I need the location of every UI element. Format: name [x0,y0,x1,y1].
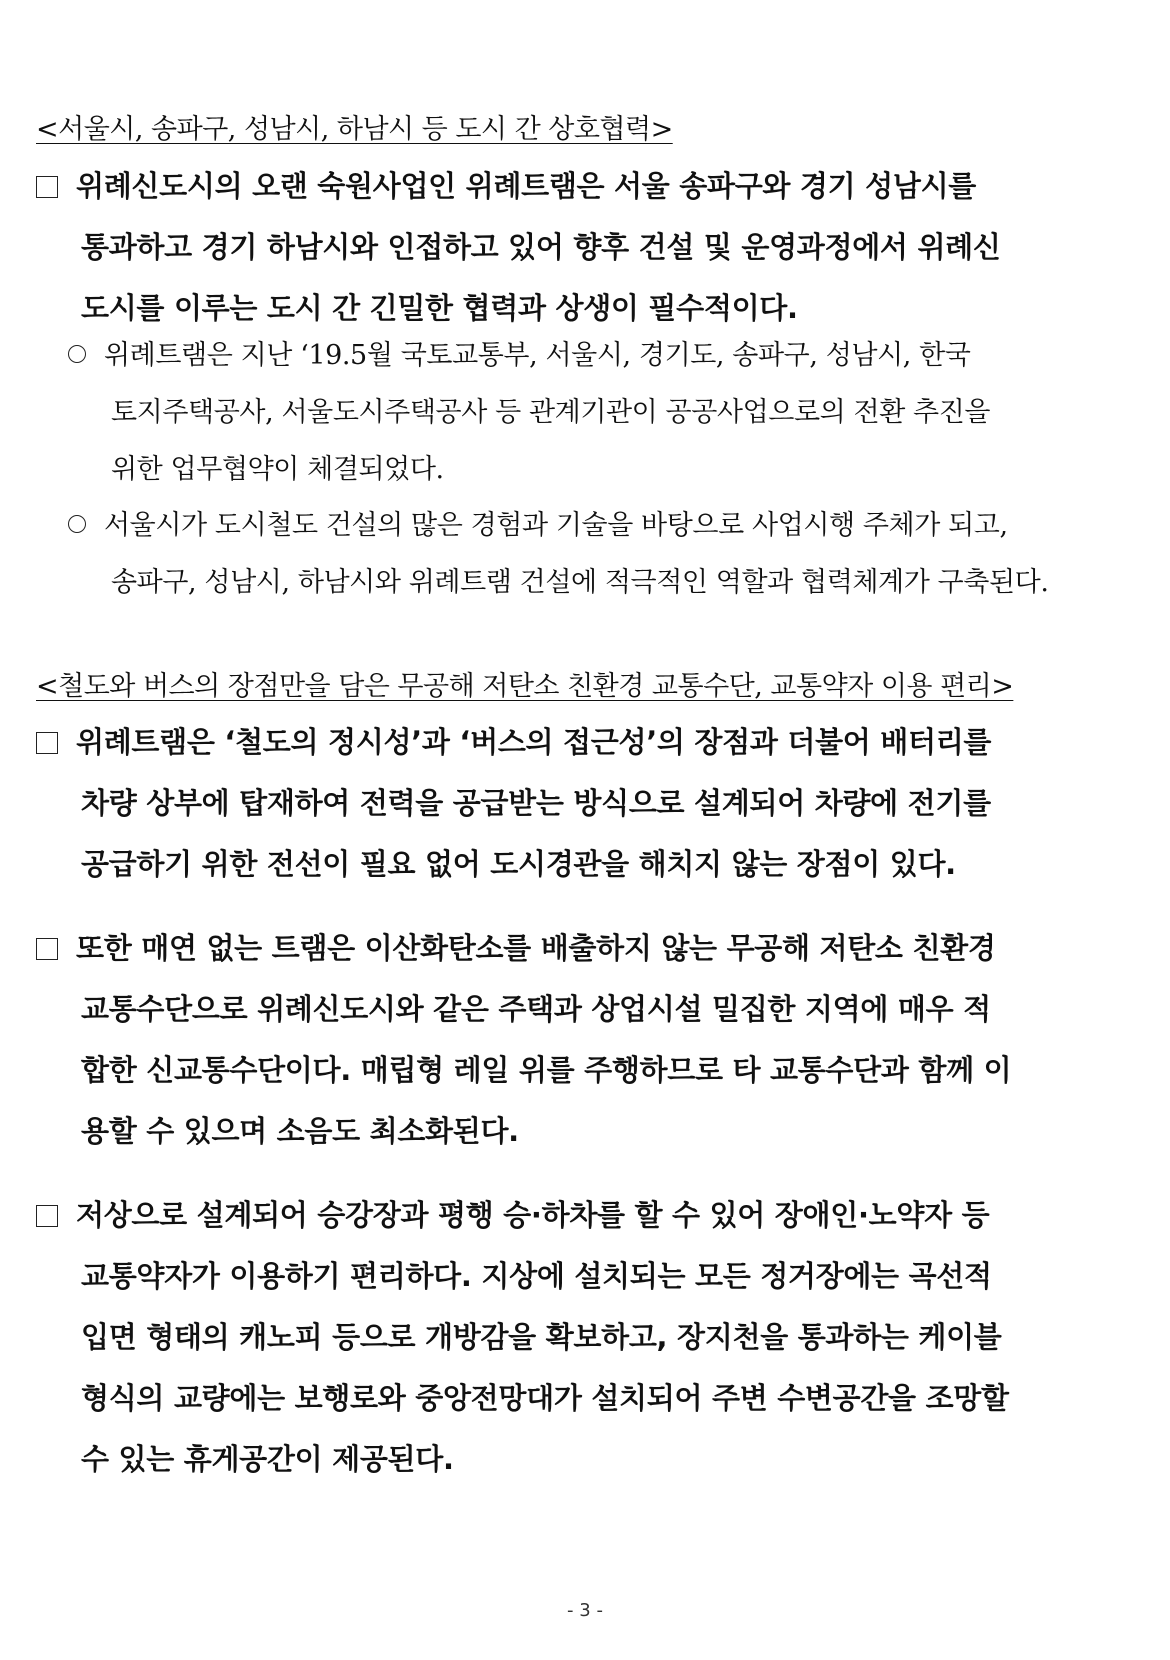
line-text: 또한 매연 없는 트램은 이산화탄소를 배출하지 않는 무공해 저탄소 친환경 [76,931,996,965]
checkbox-square-icon [36,938,58,960]
sub-item-seoul-role [68,497,1118,611]
section-heading-cooperation: <서울시, 송파구, 성남시, 하남시 등 도시 간 상호협력> [36,114,673,145]
line-text: 위례트램은 지난 ‘19.5월 국토교통부, 서울시, 경기도, 송파구, 성남시, 한국 [104,340,971,371]
paragraph-line: 공급하기 위한 전선이 필요 없어 도시경관을 해치지 않는 장점이 있다. [81,847,956,881]
bullet-paragraph-accessibility [36,1185,1116,1490]
paragraph-line [36,712,1116,773]
paragraph-line: 통과하고 경기 하남시와 인접하고 있어 향후 건설 및 운영과정에서 위례신 [81,230,1001,264]
paragraph-line: 교통약자가 이용하기 편리하다. 지상에 설치되는 모든 정거장에는 곡선적 [81,1259,992,1293]
paragraph-line [36,156,1116,217]
paragraph-line: 도시를 이루는 도시 간 긴밀한 협력과 상생이 필수적이다. [81,291,798,325]
bullet-paragraph-zero-emission [36,918,1116,1162]
paragraph-line [36,918,1116,979]
circle-bullet-icon [68,515,86,533]
checkbox-square-icon [36,176,58,198]
paragraph-line [68,327,1118,384]
paragraph-line [36,1185,1116,1246]
line-text: 위례트램은 ‘철도의 정시성’과 ‘버스의 접근성’의 장점과 더불어 배터리를 [76,725,992,759]
page-number: - 3 - [567,1600,603,1621]
sub-item-agreement [68,327,1118,498]
paragraph-line: 차량 상부에 탑재하여 전력을 공급받는 방식으로 설계되어 차량에 전기를 [81,786,991,820]
section-heading-eco-transport: <철도와 버스의 장점만을 담은 무공해 저탄소 친환경 교통수단, 교통약자 이용 편리> [36,671,1014,702]
paragraph-line: 위한 업무협약이 체결되었다. [111,454,444,485]
line-text: 서울시가 도시철도 건설의 많은 경험과 기술을 바탕으로 사업시행 주체가 되고, [104,510,1008,541]
bullet-paragraph-cooperation [36,156,1116,339]
paragraph-line: 형식의 교량에는 보행로와 중앙전망대가 설치되어 주변 수변공간을 조망할 [81,1381,1009,1415]
bullet-paragraph-advantages [36,712,1116,895]
paragraph-line: 교통수단으로 위례신도시와 같은 주택과 상업시설 밀집한 지역에 매우 적 [81,992,991,1026]
paragraph-line: 수 있는 휴게공간이 제공된다. [81,1442,454,1476]
line-text: 위례신도시의 오랜 숙원사업인 위례트램은 서울 송파구와 경기 성남시를 [76,169,976,203]
paragraph-line: 용할 수 있으며 소음도 최소화된다. [81,1114,519,1148]
checkbox-square-icon [36,732,58,754]
paragraph-line: 송파구, 성남시, 하남시와 위례트램 건설에 적극적인 역할과 협력체계가 구축된다. [111,567,1049,598]
paragraph-line: 합한 신교통수단이다. 매립형 레일 위를 주행하므로 타 교통수단과 함께 이 [81,1053,1012,1087]
paragraph-line: 입면 형태의 캐노피 등으로 개방감을 확보하고, 장지천을 통과하는 케이블 [81,1320,1002,1354]
paragraph-line [68,497,1118,554]
line-text: 저상으로 설계되어 승강장과 평행 승·하차를 할 수 있어 장애인·노약자 등 [76,1198,990,1232]
paragraph-line: 토지주택공사, 서울도시주택공사 등 관계기관이 공공사업으로의 전환 추진을 [111,397,991,428]
checkbox-square-icon [36,1205,58,1227]
circle-bullet-icon [68,345,86,363]
